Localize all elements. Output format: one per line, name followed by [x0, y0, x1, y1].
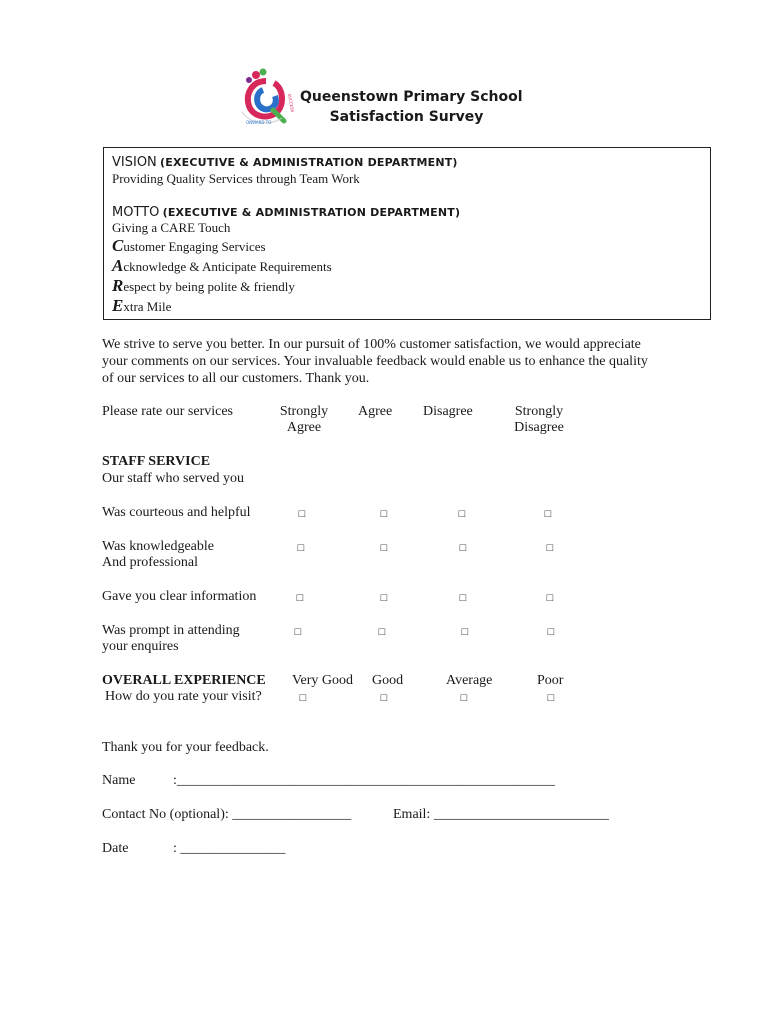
survey-title: Satisfaction Survey [329, 109, 484, 125]
q2-disagree-checkbox[interactable]: □ [459, 542, 467, 554]
q3-strongly-agree-checkbox[interactable]: □ [296, 592, 304, 604]
q4-agree-checkbox[interactable]: □ [378, 626, 386, 638]
col-strongly-disagree-line1: Strongly [514, 404, 564, 419]
q1-strongly-agree-checkbox[interactable]: □ [298, 508, 306, 520]
care-rest-c: ustomer Engaging Services [123, 239, 266, 254]
svg-text:ONWARD TO: ONWARD TO [246, 120, 272, 125]
overall-title: OVERALL EXPERIENCE [102, 673, 266, 688]
care-rest-e: xtra Mile [123, 299, 172, 314]
email-field[interactable]: Email: _________________________ [393, 807, 609, 822]
intro-line-3: of our services to all our customers. Thank you. [102, 371, 370, 386]
care-letter-a: A [112, 256, 124, 275]
col-strongly-agree [272, 404, 336, 436]
q2-strongly-disagree-checkbox[interactable]: □ [546, 542, 554, 554]
question-3: Gave you clear information [102, 589, 257, 604]
intro-line-2: your comments on our services. Your invaluable feedback would enable us to enhance the quality [102, 354, 648, 369]
q1-strongly-disagree-checkbox[interactable]: □ [544, 508, 552, 520]
vision-text: Providing Quality Services through Team Work [112, 171, 360, 186]
contact-field[interactable]: Contact No (optional): _________________ [102, 807, 352, 822]
q1-agree-checkbox[interactable]: □ [380, 508, 388, 520]
care-rest-r: espect by being polite & friendly [123, 279, 295, 294]
col-strongly-disagree-line2: Disagree [514, 420, 564, 435]
q3-strongly-disagree-checkbox[interactable]: □ [546, 592, 554, 604]
motto-heading [112, 204, 460, 220]
svg-text:SUCCESS: SUCCESS [287, 93, 296, 113]
care-item-c [112, 236, 266, 256]
q4-strongly-agree-checkbox[interactable]: □ [294, 626, 302, 638]
overall-option-poor: Poor [537, 673, 564, 688]
staff-title: STAFF SERVICE [102, 454, 211, 469]
col-strongly-disagree [507, 404, 571, 436]
overall-average-checkbox[interactable]: □ [460, 692, 468, 704]
name-field[interactable]: :______________________________________________________ [173, 773, 555, 788]
motto-department: (EXECUTIVE & ADMINISTRATION DEPARTMENT) [162, 206, 461, 219]
overall-option-good: Good [372, 673, 404, 688]
care-letter-c: C [112, 236, 124, 255]
intro-line-1: We strive to serve you better. In our pursuit of 100% customer satisfaction, we would appreciate [102, 337, 641, 352]
q4-disagree-checkbox[interactable]: □ [461, 626, 469, 638]
q4-strongly-disagree-checkbox[interactable]: □ [547, 626, 555, 638]
q3-agree-checkbox[interactable]: □ [380, 592, 388, 604]
name-label: Name [102, 773, 136, 788]
vision-department: (EXECUTIVE & ADMINISTRATION DEPARTMENT) [160, 156, 458, 169]
col-strongly-agree-line2: Agree [286, 420, 322, 435]
staff-subtitle: Our staff who served you [102, 471, 245, 486]
motto-keyword: MOTTO [112, 205, 160, 220]
vision-keyword: VISION [112, 155, 157, 170]
q3-disagree-checkbox[interactable]: □ [459, 592, 467, 604]
overall-good-checkbox[interactable]: □ [380, 692, 388, 704]
care-letter-e: E [112, 296, 124, 315]
q1-disagree-checkbox[interactable]: □ [458, 508, 466, 520]
overall-option-average: Average [446, 673, 493, 688]
overall-option-very-good: Very Good [292, 673, 354, 688]
rating-prompt: Please rate our services [102, 404, 233, 419]
question-4-line1: Was prompt in attending [102, 623, 240, 638]
question-4-line2: your enquires [102, 639, 179, 654]
question-2-line2: And professional [102, 555, 199, 570]
question-2-line1: Was knowledgeable [102, 539, 214, 554]
care-item-r [112, 276, 295, 296]
col-strongly-agree-line1: Strongly [279, 404, 329, 419]
q2-strongly-agree-checkbox[interactable]: □ [297, 542, 305, 554]
date-field[interactable]: : _______________ [173, 841, 286, 856]
care-item-a [112, 256, 332, 276]
overall-poor-checkbox[interactable]: □ [547, 692, 555, 704]
care-rest-a: cknowledge & Anticipate Requirements [123, 259, 332, 274]
care-letter-r: R [112, 276, 124, 295]
overall-question: How do you rate your visit? [105, 689, 262, 704]
motto-intro: Giving a CARE Touch [112, 220, 231, 235]
q2-agree-checkbox[interactable]: □ [380, 542, 388, 554]
question-1: Was courteous and helpful [102, 505, 251, 520]
col-disagree: Disagree [423, 404, 473, 419]
vision-heading [112, 154, 458, 170]
overall-very-good-checkbox[interactable]: □ [299, 692, 307, 704]
school-name: Queenstown Primary School [300, 89, 523, 105]
thank-you-text: Thank you for your feedback. [102, 740, 269, 755]
col-agree: Agree [358, 404, 393, 419]
school-logo [236, 66, 298, 128]
care-item-e [112, 296, 171, 316]
date-label: Date [102, 841, 129, 856]
